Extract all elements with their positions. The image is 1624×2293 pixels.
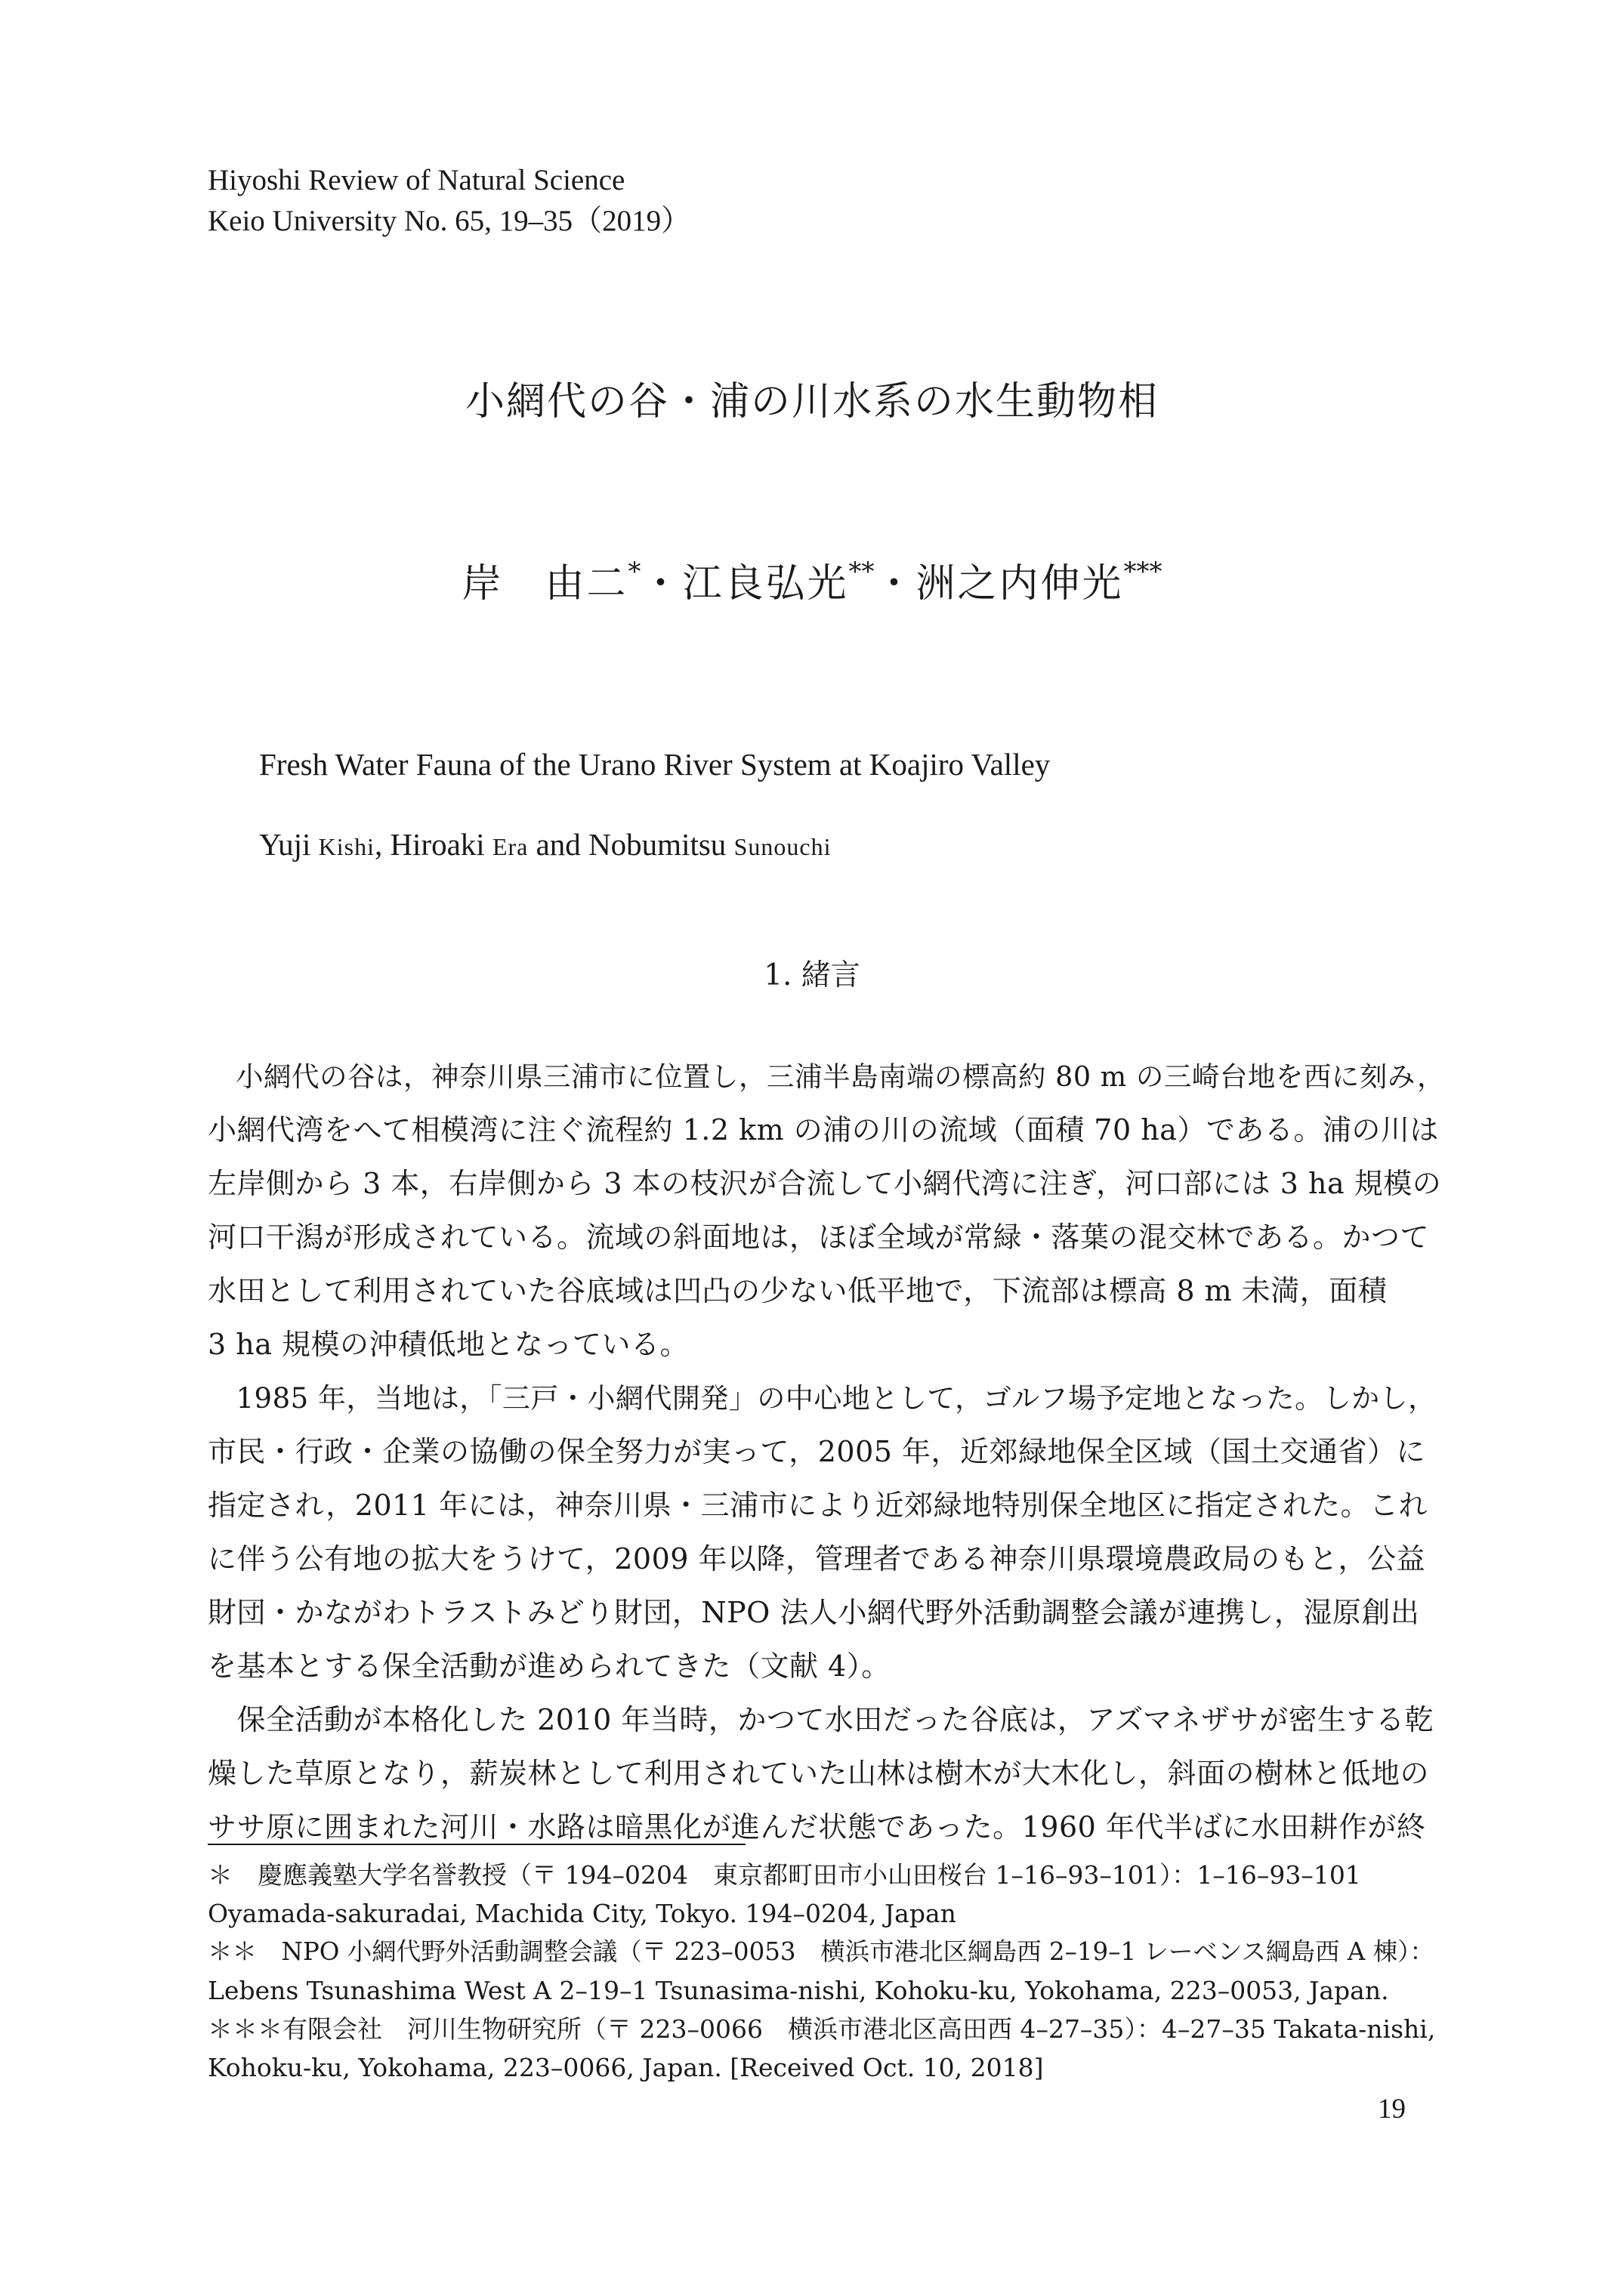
footnotes: [208, 1856, 1446, 2087]
footnote-line: ＊＊ NPO 小網代野外活動調整会議（〒 223–0053 横浜市港北区綱島西 2–19–1 レーベンス綱島西 A 棟）：: [208, 1937, 1434, 1966]
text-line: 水田として利用されていた谷底域は凹凸の少ない低平地で，下流部は標高 8 m 未満，面積: [208, 1274, 1388, 1307]
affiliation-mark: **: [848, 557, 875, 587]
author-name: 岸 由二: [462, 561, 628, 606]
text-line: 保全活動が本格化した 2010 年当時，かつて水田だった谷底は，アズマネザサが密生する乾: [208, 1703, 1434, 1736]
text-line: 指定され，2011 年には，神奈川県・三浦市により近郊緑地特別保全地区に指定された。これ: [208, 1489, 1428, 1522]
paper-title-japanese: 小網代の谷・浦の川水系の水生動物相: [465, 379, 1159, 424]
authors-japanese: [0, 557, 1624, 610]
footnote-line: ＊ 慶應義塾大学名誉教授（〒 194–0204 東京都町田市小山田桜台 1–16–93–101）：1–16–93–101: [208, 1860, 1361, 1890]
text-line: 市民・行政・企業の協働の保全努力が実って，2005 年，近郊緑地保全区域（国土交通省）に: [208, 1435, 1426, 1468]
text-line: ササ原に囲まれた河川・水路は暗黒化が進んだ状態であった。1960 年代半ばに水田耕作が終: [208, 1810, 1426, 1844]
author-separator: ・: [641, 561, 683, 606]
author-given-name: Nobumitsu: [588, 827, 734, 862]
text-line: 財団・かながわトラストみどり財団，NPO 法人小網代野外活動調整会議が連携し，湿原創出: [208, 1596, 1420, 1629]
text-line: 小網代湾をへて相模湾に注ぐ流程約 1.2 km の浦の川の流域（面積 70 ha）である。浦の川は: [208, 1113, 1439, 1146]
text-line: 1985 年，当地は，「三戸・小網代開発」の中心地として，ゴルフ場予定地となった。しかし，: [208, 1382, 1437, 1415]
affiliation-mark: *: [628, 557, 641, 587]
author-name: 洲之内伸光: [915, 561, 1124, 606]
footnote-line: Lebens Tsunashima West A 2–19–1 Tsunasima-nishi, Kohoku-ku, Yokohama, 223–0053, Japan.: [208, 1976, 1389, 2005]
author-family-name: Kishi: [318, 833, 375, 860]
text-line: 左岸側から 3 本，右岸側から 3 本の枝沢が合流して小網代湾に注ぎ，河口部には 3 ha 規模の: [208, 1167, 1442, 1200]
author-family-name: Era: [492, 833, 529, 860]
text-line: 3 ha 規模の沖積低地となっている。: [208, 1328, 689, 1361]
footnote-line: Oyamada-sakuradai, Machida City, Tokyo. 194–0204, Japan: [208, 1899, 956, 1928]
body-text: [208, 1050, 1446, 1854]
text-line: に伴う公有地の拡大をうけて，2009 年以降，管理者である神奈川県環境農政局のもと，公益: [208, 1542, 1426, 1575]
paper-title-english: Fresh Water Fauna of the Urano River System at Koajiro Valley: [259, 747, 1051, 782]
author-given-name: Hiroaki: [390, 827, 492, 862]
journal-volume: Keio University No. 65, 19–35（2019）: [208, 205, 691, 237]
author-separator: ,: [374, 827, 391, 862]
author-separator: ・: [874, 561, 916, 606]
text-line: 燥した草原となり，薪炭林として利用されていた山林は樹木が大木化し，斜面の樹林と低地の: [208, 1757, 1430, 1790]
text-line: を基本とする保全活動が進められてきた（文献 4）。: [208, 1650, 891, 1683]
journal-header: [208, 160, 690, 242]
text-line: 河口干潟が形成されている。流域の斜面地は，ほぼ全域が常緑・落葉の混交林である。かつて: [208, 1221, 1430, 1254]
text-line: 小網代の谷は，神奈川県三浦市に位置し，三浦半島南端の標高約 80 m の三崎台地を西に刻み，: [208, 1060, 1446, 1093]
journal-name: Hiyoshi Review of Natural Science: [208, 164, 625, 196]
section-heading: 1. 緒言: [764, 958, 860, 992]
affiliation-mark: ***: [1123, 557, 1162, 587]
author-separator: and: [528, 827, 589, 862]
footnote-divider: [208, 1844, 746, 1845]
author-family-name: Sunouchi: [733, 833, 832, 860]
footnote-line: Kohoku-ku, Yokohama, 223–0066, Japan. [Received Oct. 10, 2018]: [208, 2053, 1044, 2082]
page-number: 19: [1378, 2094, 1406, 2125]
authors-english: [259, 823, 831, 868]
footnote-line: ＊＊＊有限会社 河川生物研究所（〒 223–0066 横浜市港北区高田西 4–27–35）：4–27–35 Takata-nishi,: [208, 2014, 1436, 2044]
author-given-name: Yuji: [259, 827, 319, 862]
author-name: 江良弘光: [682, 561, 849, 606]
